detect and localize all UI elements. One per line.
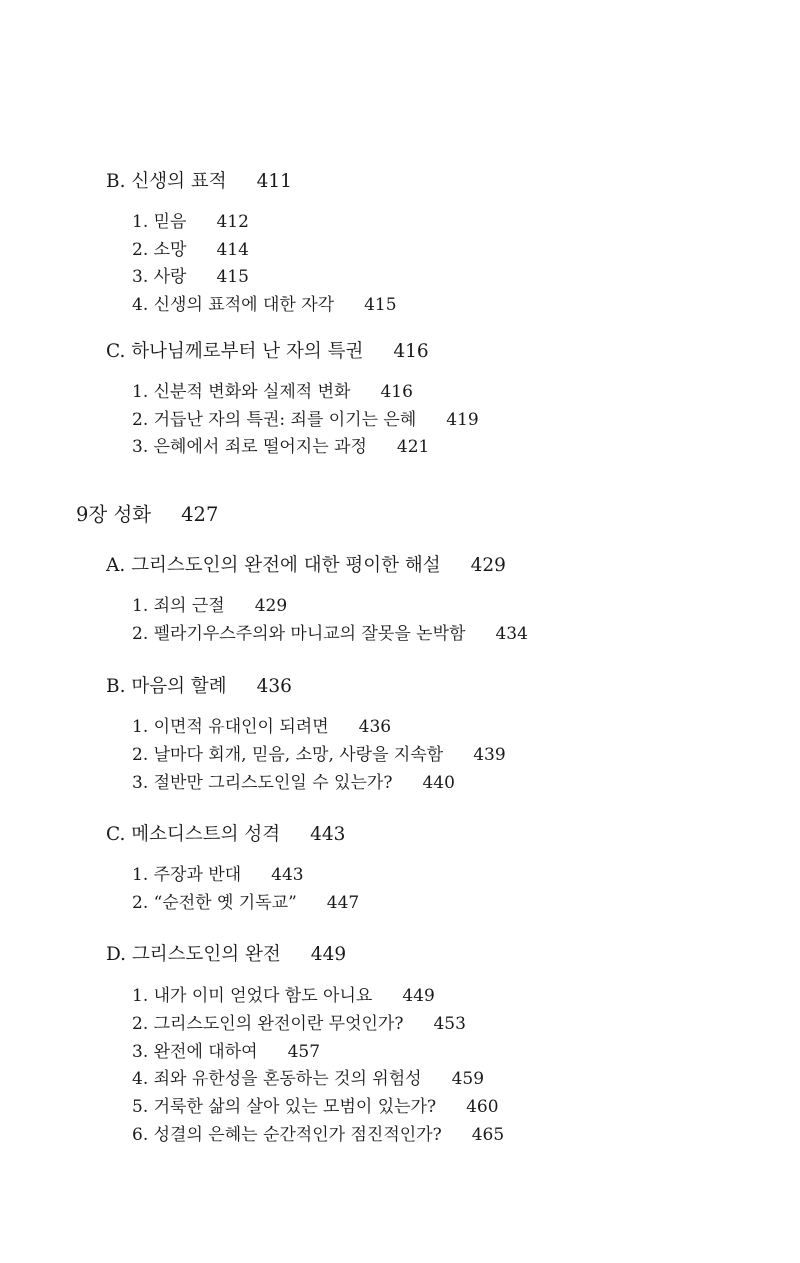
toc-section-title: C. 하나님께로부터 난 자의 특권 xyxy=(106,341,364,362)
toc-section-title: C. 메소디스트의 성격 xyxy=(106,824,281,845)
toc-item xyxy=(132,719,391,736)
toc-section-title: A. 그리스도인의 완전에 대한 평이한 해설 xyxy=(106,555,441,576)
toc-item xyxy=(132,384,413,401)
toc-page-number: 427 xyxy=(181,503,219,526)
toc-item-title: 3. 완전에 대하여 xyxy=(132,1042,258,1062)
toc-page-number: 436 xyxy=(358,717,392,737)
toc-page-number: 460 xyxy=(466,1097,499,1117)
toc-chapter-9 xyxy=(76,505,218,525)
toc-page-number: 415 xyxy=(364,295,397,315)
toc-item xyxy=(132,867,304,884)
toc-section-title: B. 마음의 할례 xyxy=(106,676,227,697)
toc-page-number: 415 xyxy=(216,267,249,287)
toc-page-number: 449 xyxy=(310,944,347,965)
toc-item-title: 1. 주장과 반대 xyxy=(132,865,242,885)
toc-item-title: 2. 날마다 회개, 믿음, 소망, 사랑을 지속함 xyxy=(132,745,444,765)
toc-section-b1 xyxy=(106,173,292,192)
toc-page-number: 453 xyxy=(433,1014,466,1034)
toc-page-number: 457 xyxy=(287,1042,321,1062)
toc-item-title: 5. 거룩한 삶의 살아 있는 모범이 있는가? xyxy=(132,1097,437,1117)
toc-page-number: 421 xyxy=(396,437,430,457)
toc-item xyxy=(132,297,397,314)
toc-page-number: 447 xyxy=(326,893,360,913)
toc-page-number: 434 xyxy=(495,624,528,644)
toc-section-b9 xyxy=(106,678,292,697)
toc-page-number: 416 xyxy=(380,382,413,402)
toc-item-title: 2. 그리스도인의 완전이란 무엇인가? xyxy=(132,1014,404,1034)
toc-section-d9 xyxy=(106,946,346,965)
toc-page-number: 465 xyxy=(471,1125,505,1145)
toc-item xyxy=(132,1099,499,1116)
toc-page-number: 459 xyxy=(451,1069,485,1089)
toc-item xyxy=(132,988,435,1005)
toc-page-number: 414 xyxy=(216,240,249,260)
toc-page-number: 429 xyxy=(470,555,506,576)
toc-item-title: 1. 내가 이미 얻었다 함도 아니요 xyxy=(132,986,373,1006)
toc-section-a9 xyxy=(106,557,506,576)
toc-item-title: 1. 신분적 변화와 실제적 변화 xyxy=(132,382,351,402)
toc-item xyxy=(132,439,429,456)
toc-item-title: 1. 믿음 xyxy=(132,212,187,232)
toc-item xyxy=(132,1127,504,1144)
toc-page-number: 443 xyxy=(310,824,346,845)
toc-page-number: 416 xyxy=(393,341,429,362)
toc-page-number: 443 xyxy=(271,865,304,885)
toc-item-title: 4. 신생의 표적에 대한 자각 xyxy=(132,295,335,315)
toc-item-title: 2. 펠라기우스주의와 마니교의 잘못을 논박함 xyxy=(132,624,466,644)
toc-section-c1 xyxy=(106,343,429,362)
toc-item xyxy=(132,412,479,429)
toc-page-number: 411 xyxy=(256,171,292,192)
toc-item-title: 3. 은혜에서 죄로 떨어지는 과정 xyxy=(132,437,367,457)
toc-page-number: 440 xyxy=(422,773,455,793)
toc-item-title: 4. 죄와 유한성을 혼동하는 것의 위험성 xyxy=(132,1069,422,1089)
toc-page-number: 439 xyxy=(473,745,506,765)
toc-item xyxy=(132,1044,320,1061)
toc-item-title: 6. 성결의 은혜는 순간적인가 점진적인가? xyxy=(132,1125,442,1145)
toc-page-number: 412 xyxy=(216,212,249,232)
toc-item xyxy=(132,214,249,231)
toc-item-title: 3. 절반만 그리스도인일 수 있는가? xyxy=(132,773,393,793)
toc-item xyxy=(132,626,528,643)
toc-page-number: 449 xyxy=(402,986,435,1006)
toc-page-number: 419 xyxy=(446,410,479,430)
toc-page-number: 436 xyxy=(256,676,292,697)
toc-section-title: D. 그리스도인의 완전 xyxy=(106,944,281,965)
toc-item xyxy=(132,747,506,764)
toc-section-c9 xyxy=(106,826,345,845)
toc-item xyxy=(132,775,455,792)
toc-chapter-title: 9장 성화 xyxy=(76,503,152,526)
toc-item xyxy=(132,242,249,259)
toc-item xyxy=(132,895,359,912)
toc-item-title: 2. 거듭난 자의 특권: 죄를 이기는 은혜 xyxy=(132,410,417,430)
toc-item xyxy=(132,269,249,286)
toc-page-number: 429 xyxy=(254,596,288,616)
toc-item xyxy=(132,1071,484,1088)
toc-section-title: B. 신생의 표적 xyxy=(106,171,227,192)
toc-item-title: 1. 이면적 유대인이 되려면 xyxy=(132,717,329,737)
toc-item xyxy=(132,598,287,615)
toc-item xyxy=(132,1016,466,1033)
toc-item-title: 3. 사랑 xyxy=(132,267,187,287)
toc-item-title: 1. 죄의 근절 xyxy=(132,596,225,616)
toc-item-title: 2. “순전한 옛 기독교” xyxy=(132,893,297,913)
toc-item-title: 2. 소망 xyxy=(132,240,187,260)
